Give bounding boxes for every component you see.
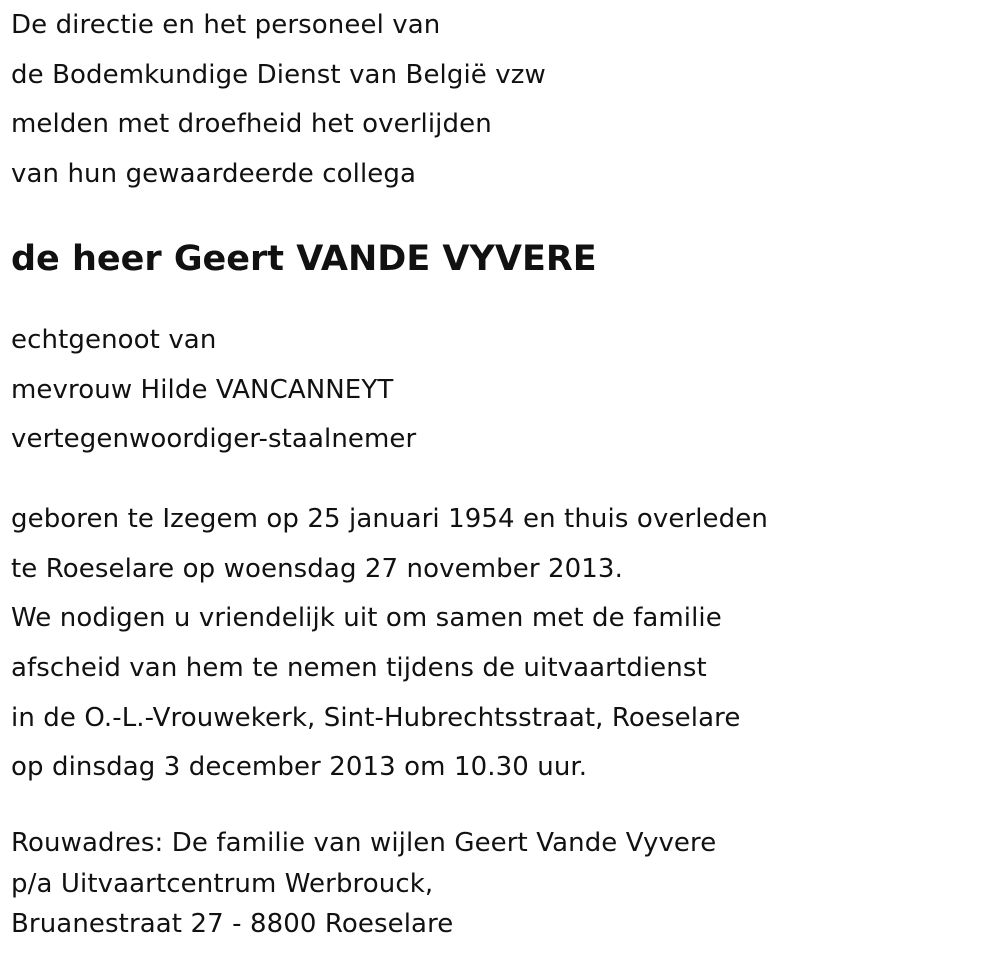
relation-block <box>11 316 991 465</box>
intro-line: van hun gewaardeerde collega <box>11 159 416 190</box>
relation-line: mevrouw Hilde VANCANNEYT <box>11 374 394 405</box>
details-line: te Roeselare op woensdag 27 november 2013. <box>11 553 623 584</box>
intro-line: melden met droefheid het overlijden <box>11 109 492 140</box>
relation-line: echtgenoot van <box>11 324 217 355</box>
details-line: geboren te Izegem op 25 januari 1954 en thuis overleden <box>11 503 768 534</box>
details-line: afscheid van hem te nemen tijdens de uitvaartdienst <box>11 653 707 684</box>
address-line: Rouwadres: De familie van wijlen Geert Vande Vyvere <box>11 828 717 859</box>
address-line: Bruanestraat 27 - 8800 Roeselare <box>11 909 454 940</box>
details-block <box>11 495 991 793</box>
address-line: p/a Uitvaartcentrum Werbrouck, <box>11 868 434 899</box>
relation-line: vertegenwoordiger-staalnemer <box>11 424 417 455</box>
intro-line: de Bodemkundige Dienst van België vzw <box>11 59 546 90</box>
details-line: We nodigen u vriendelijk uit om samen met de familie <box>11 603 722 634</box>
intro-line: De directie en het personeel van <box>11 10 441 40</box>
deceased-name: de heer Geert VANDE VYVERE <box>11 238 597 279</box>
mourning-address-block <box>11 823 991 945</box>
details-line: in de O.-L.-Vrouwekerk, Sint-Hubrechtsstraat, Roeselare <box>11 702 741 733</box>
death-notice <box>11 0 991 945</box>
details-line: op dinsdag 3 december 2013 om 10.30 uur. <box>11 752 588 783</box>
intro-block <box>11 0 991 200</box>
